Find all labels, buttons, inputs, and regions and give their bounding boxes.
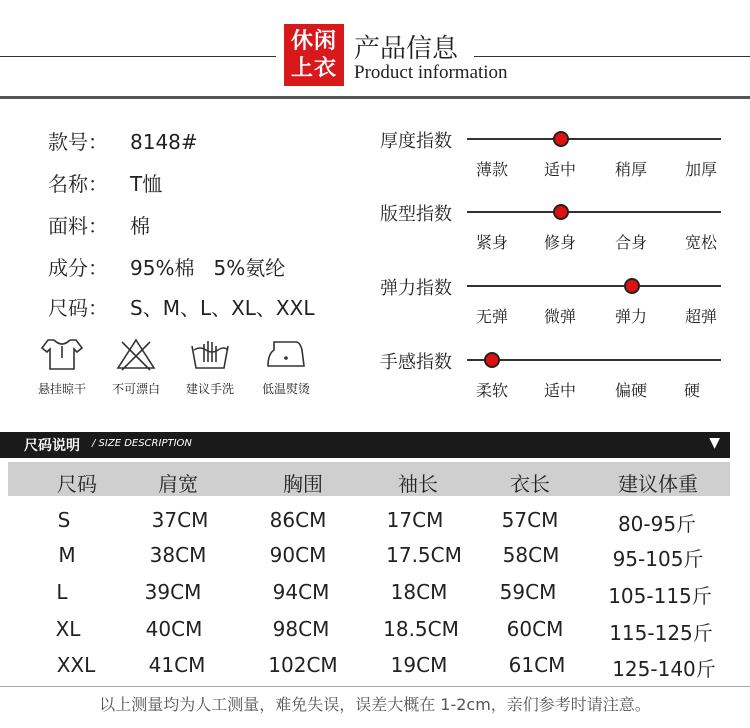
size-section-bar xyxy=(0,432,730,458)
feel-index-title: 手感指数 xyxy=(380,352,452,373)
size-cell: 95-105斤 xyxy=(612,547,704,571)
size-col-header: 袖长 xyxy=(398,472,438,496)
size-cell: 17CM xyxy=(386,508,444,532)
size-cell: 18CM xyxy=(390,580,448,604)
size-cell: 94CM xyxy=(272,580,330,604)
header-rule-right xyxy=(474,56,750,57)
size-section-subtitle: / SIZE DESCRIPTION xyxy=(92,438,192,449)
thickness-option: 薄款 xyxy=(475,160,509,179)
size-cell: 17.5CM xyxy=(386,543,462,567)
size-col-header: 衣长 xyxy=(510,472,550,496)
no-bleach-icon xyxy=(114,336,158,372)
size-cell: XL xyxy=(55,617,81,641)
size-cell: 61CM xyxy=(508,653,566,677)
care-label: 不可漂白 xyxy=(111,382,160,396)
fit-option: 紧身 xyxy=(475,233,509,252)
stretch-option: 微弹 xyxy=(543,307,577,326)
spec-key: 名称： xyxy=(48,172,108,196)
thickness-index-marker xyxy=(553,131,569,147)
feel-option: 适中 xyxy=(543,381,577,400)
size-cell: 80-95斤 xyxy=(617,512,697,536)
care-label: 悬挂晾干 xyxy=(37,382,86,396)
size-cell: XXL xyxy=(56,653,96,677)
measurement-note: 以上测量均为人工测量，难免失误，误差大概在 1-2cm，亲们参考时请注意。 xyxy=(99,695,651,714)
spec-style-no xyxy=(48,126,198,155)
feel-index-marker xyxy=(484,352,500,368)
spec-fabric xyxy=(48,210,150,239)
category-badge xyxy=(284,24,344,86)
feel-option: 偏硬 xyxy=(614,381,648,400)
fit-option: 修身 xyxy=(543,233,577,252)
size-cell: 18.5CM xyxy=(383,617,459,641)
header-divider xyxy=(0,96,750,99)
fit-index-title: 版型指数 xyxy=(380,204,452,225)
feel-index-track xyxy=(467,359,721,361)
spec-value: 8148# xyxy=(130,130,198,154)
care-hang-dry xyxy=(22,336,102,397)
size-cell: 38CM xyxy=(149,543,207,567)
spec-composition xyxy=(48,252,285,281)
size-cell: 19CM xyxy=(390,653,448,677)
thickness-option: 适中 xyxy=(543,160,577,179)
thickness-option: 稍厚 xyxy=(614,160,648,179)
spec-key: 成分： xyxy=(48,256,108,280)
spec-value: S、M、L、XL、XXL xyxy=(130,296,315,320)
size-cell: 59CM xyxy=(499,580,557,604)
care-low-iron xyxy=(246,336,326,397)
stretch-index-title: 弹力指数 xyxy=(380,278,452,299)
size-cell: 90CM xyxy=(269,543,327,567)
feel-option: 硬 xyxy=(683,381,701,400)
size-cell: 37CM xyxy=(151,508,209,532)
size-cell: L xyxy=(56,580,68,604)
size-cell: 115-125斤 xyxy=(609,621,713,645)
low-iron-icon xyxy=(264,336,308,372)
size-col-header: 肩宽 xyxy=(158,472,198,496)
spec-value: 95%棉 5%氨纶 xyxy=(130,256,286,280)
size-col-header: 胸围 xyxy=(283,472,323,496)
spec-sizes xyxy=(48,292,314,321)
fit-index-track xyxy=(467,211,721,213)
size-cell: 57CM xyxy=(501,508,559,532)
hand-wash-icon xyxy=(188,336,232,372)
size-col-header: 建议体重 xyxy=(618,472,698,496)
size-cell: 41CM xyxy=(148,653,206,677)
care-label: 低温熨烫 xyxy=(261,382,310,396)
footer-divider xyxy=(0,686,750,687)
page-subtitle: Product information xyxy=(354,62,508,83)
stretch-option: 弹力 xyxy=(614,307,648,326)
fit-option: 合身 xyxy=(614,233,648,252)
size-cell: 102CM xyxy=(268,653,338,677)
size-col-header: 尺码 xyxy=(57,472,97,496)
size-cell: S xyxy=(57,508,71,532)
size-cell: 105-115斤 xyxy=(608,584,712,608)
size-cell: 58CM xyxy=(502,543,560,567)
fit-index-marker xyxy=(553,204,569,220)
stretch-option: 无弹 xyxy=(475,307,509,326)
care-no-bleach xyxy=(96,336,176,397)
spec-value: 棉 xyxy=(130,214,150,238)
feel-option: 柔软 xyxy=(475,381,509,400)
stretch-option: 超弹 xyxy=(684,307,718,326)
spec-value: T恤 xyxy=(130,172,163,196)
size-cell: 98CM xyxy=(272,617,330,641)
thickness-index-title: 厚度指数 xyxy=(380,131,452,152)
header-rule-left xyxy=(0,56,276,57)
stretch-index-track xyxy=(467,285,721,287)
size-cell: 60CM xyxy=(506,617,564,641)
size-section-title: 尺码说明 xyxy=(24,438,80,454)
spec-key: 尺码： xyxy=(48,296,108,320)
size-cell: M xyxy=(58,543,76,567)
page-title: 产品信息 xyxy=(354,34,459,64)
size-cell: 39CM xyxy=(144,580,202,604)
hang-dry-icon xyxy=(40,336,84,372)
badge-line-1: 休闲 xyxy=(290,29,337,54)
spec-key: 款号： xyxy=(48,130,108,154)
stretch-index-marker xyxy=(624,278,640,294)
care-label: 建议手洗 xyxy=(185,382,234,396)
thickness-index-track xyxy=(467,138,721,140)
fit-option: 宽松 xyxy=(684,233,718,252)
spec-key: 面料： xyxy=(48,214,108,238)
care-hand-wash xyxy=(170,336,250,397)
size-cell: 40CM xyxy=(145,617,203,641)
size-cell: 125-140斤 xyxy=(612,657,716,681)
size-cell: 86CM xyxy=(269,508,327,532)
spec-name xyxy=(48,168,162,197)
triangle-down-icon: ▼ xyxy=(709,435,720,451)
thickness-option: 加厚 xyxy=(684,160,718,179)
badge-line-2: 上衣 xyxy=(290,56,337,81)
